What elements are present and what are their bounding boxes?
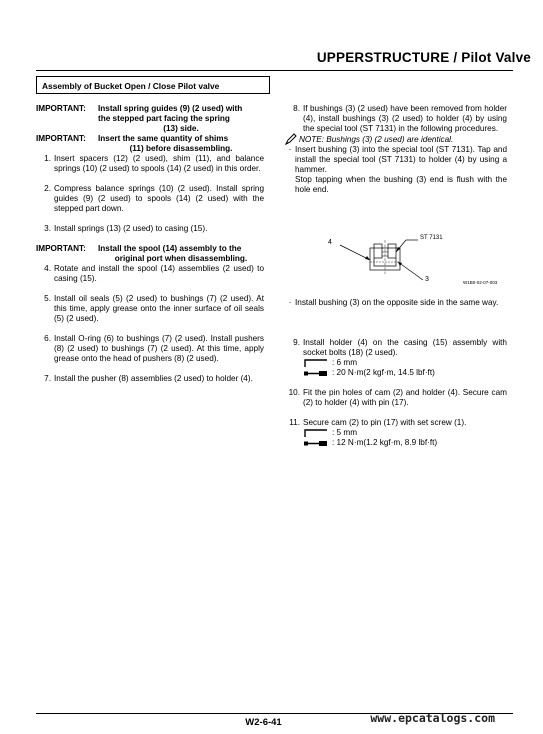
step-11 — [285, 418, 507, 428]
spec-value: : 6 mm — [332, 358, 358, 367]
important-label: IMPORTANT: — [36, 134, 86, 143]
bullet-text: Install bushing (3) on the opposite side in the same way. — [295, 298, 499, 307]
step-number: 8. — [293, 104, 300, 113]
bullet-text: Insert bushing (3) into the special tool (ST 7131). Tap and install the special tool (ST 7131) to holder (4) by using a hammer. — [295, 145, 507, 174]
step-text: Insert spacers (12) (2 used), shim (11), and balance springs (10) (2 used) to spools (14) (2 used) in this order. — [54, 154, 264, 173]
right-column — [285, 104, 507, 195]
spec-value: : 20 N·m(2 kgf·m, 14.5 lbf·ft) — [332, 368, 435, 377]
step-text: Install O-ring (6) to bushings (7) (2 used). Install pushers (8) (2 used) to bushings (7) (2 used). At this time, apply grease onto the head of pushers (8) (2 used). — [54, 334, 264, 363]
bushing-tool-diagram — [318, 232, 508, 290]
step-number: 10. — [288, 388, 300, 397]
pencil-note-icon — [285, 133, 297, 145]
step-text: Install holder (4) on the casing (15) assembly with socket bolts (18) (2 used). — [303, 338, 507, 357]
important-label: IMPORTANT: — [36, 244, 86, 253]
step-9 — [285, 338, 507, 358]
note-text: NOTE: Bushings (3) (2 used) are identical. — [299, 135, 454, 144]
left-column — [36, 104, 264, 384]
step-8 — [285, 104, 507, 134]
important-label: IMPORTANT: — [36, 104, 86, 113]
step-6 — [36, 334, 264, 364]
torque-wrench-icon — [303, 369, 329, 378]
step-3 — [36, 224, 264, 234]
watermark: www.epcatalogs.com — [370, 711, 495, 725]
step-text: Install oil seals (5) (2 used) to bushings (7) (2 used). At this time, apply grease onto the inner surface of oil seals (5) (2 used). — [54, 294, 264, 323]
step-text: Compress balance springs (10) (2 used). Install spring guides (9) (2 used) to spools (14) (2 used) with the stepped part down. — [54, 184, 264, 213]
diagram-code: W1B0-02-07-003 — [463, 280, 498, 285]
step-number: 3. — [44, 224, 51, 233]
hex-wrench-icon — [303, 429, 329, 438]
diagram-label-4: 4 — [328, 239, 332, 246]
step-number: 11. — [289, 418, 300, 427]
bullet-text: Stop tapping when the bushing (3) end is flush with the hole end. — [295, 175, 507, 194]
bullet-item-2: · Install bushing (3) on the opposite side in the same way. — [285, 298, 507, 308]
spec-value: : 12 N·m(1.2 kgf·m, 8.9 lbf·ft) — [332, 438, 438, 447]
torque-spec — [303, 438, 507, 448]
torque-spec — [303, 368, 507, 378]
wrench-size-spec — [303, 358, 507, 368]
important-note-3 — [36, 244, 264, 264]
step-number: 1. — [44, 154, 51, 163]
step-4 — [36, 264, 264, 284]
step-text: Secure cam (2) to pin (17) with set screw (1). — [303, 418, 467, 427]
step-text: Install the pusher (8) assemblies (2 used) to holder (4). — [54, 374, 253, 383]
spec-value: : 5 mm — [332, 428, 358, 437]
step-number: 5. — [44, 294, 51, 303]
important-text: the stepped part facing the spring — [98, 114, 230, 123]
step-text: If bushings (3) (2 used) have been removed from holder (4), install bushings (3) (2 used) to holder (4) by using the special tool (ST 7131) in the following procedures. — [303, 104, 507, 133]
step-text: Install springs (13) (2 used) to casing (15). — [54, 224, 208, 233]
important-text: (11) before disassembling. — [129, 144, 233, 153]
important-text: Install the spool (14) assembly to the — [98, 244, 242, 253]
step-number: 6. — [44, 334, 51, 343]
step-5 — [36, 294, 264, 324]
important-note-1 — [36, 104, 264, 134]
step-7 — [36, 374, 264, 384]
step-10 — [285, 388, 507, 408]
header-rule — [36, 70, 513, 71]
important-note-2 — [36, 134, 264, 154]
diagram-label-3: 3 — [425, 276, 429, 283]
page-title: UPPERSTRUCTURE / Pilot Valve — [316, 50, 531, 65]
note — [285, 135, 507, 145]
step-2 — [36, 184, 264, 214]
step-text: Rotate and install the spool (14) assemblies (2 used) to casing (15). — [54, 264, 264, 283]
important-text: (13) side. — [163, 124, 199, 133]
important-text: original port when disassembling. — [114, 254, 248, 263]
torque-wrench-icon — [303, 439, 329, 448]
bullet-item-1: · Insert bushing (3) into the special tool (ST 7131). Tap and install the special tool (ST 7131) to holder (4) by using a hammer. Stop tapping when the bushing (3) end is flush with the hole end. — [288, 145, 507, 194]
hex-wrench-icon — [303, 359, 329, 368]
important-text: Insert the same quantity of shims — [98, 134, 229, 143]
wrench-size-spec — [303, 428, 507, 438]
step-1 — [36, 154, 264, 174]
right-column-lower — [285, 298, 507, 448]
important-text: Install spring guides (9) (2 used) with — [98, 104, 243, 113]
page-number: W2-6-41 — [245, 717, 282, 728]
step-number: 2. — [44, 184, 51, 193]
step-number: 4. — [44, 264, 51, 273]
step-text: Fit the pin holes of cam (2) and holder (4). Secure cam (2) to holder (4) with pin (17). — [303, 388, 507, 407]
step-number: 7. — [44, 374, 51, 383]
step-number: 9. — [293, 338, 300, 347]
diagram-tool-label: ST 7131 — [420, 235, 443, 241]
section-title: Assembly of Bucket Open / Close Pilot valve — [36, 76, 270, 94]
